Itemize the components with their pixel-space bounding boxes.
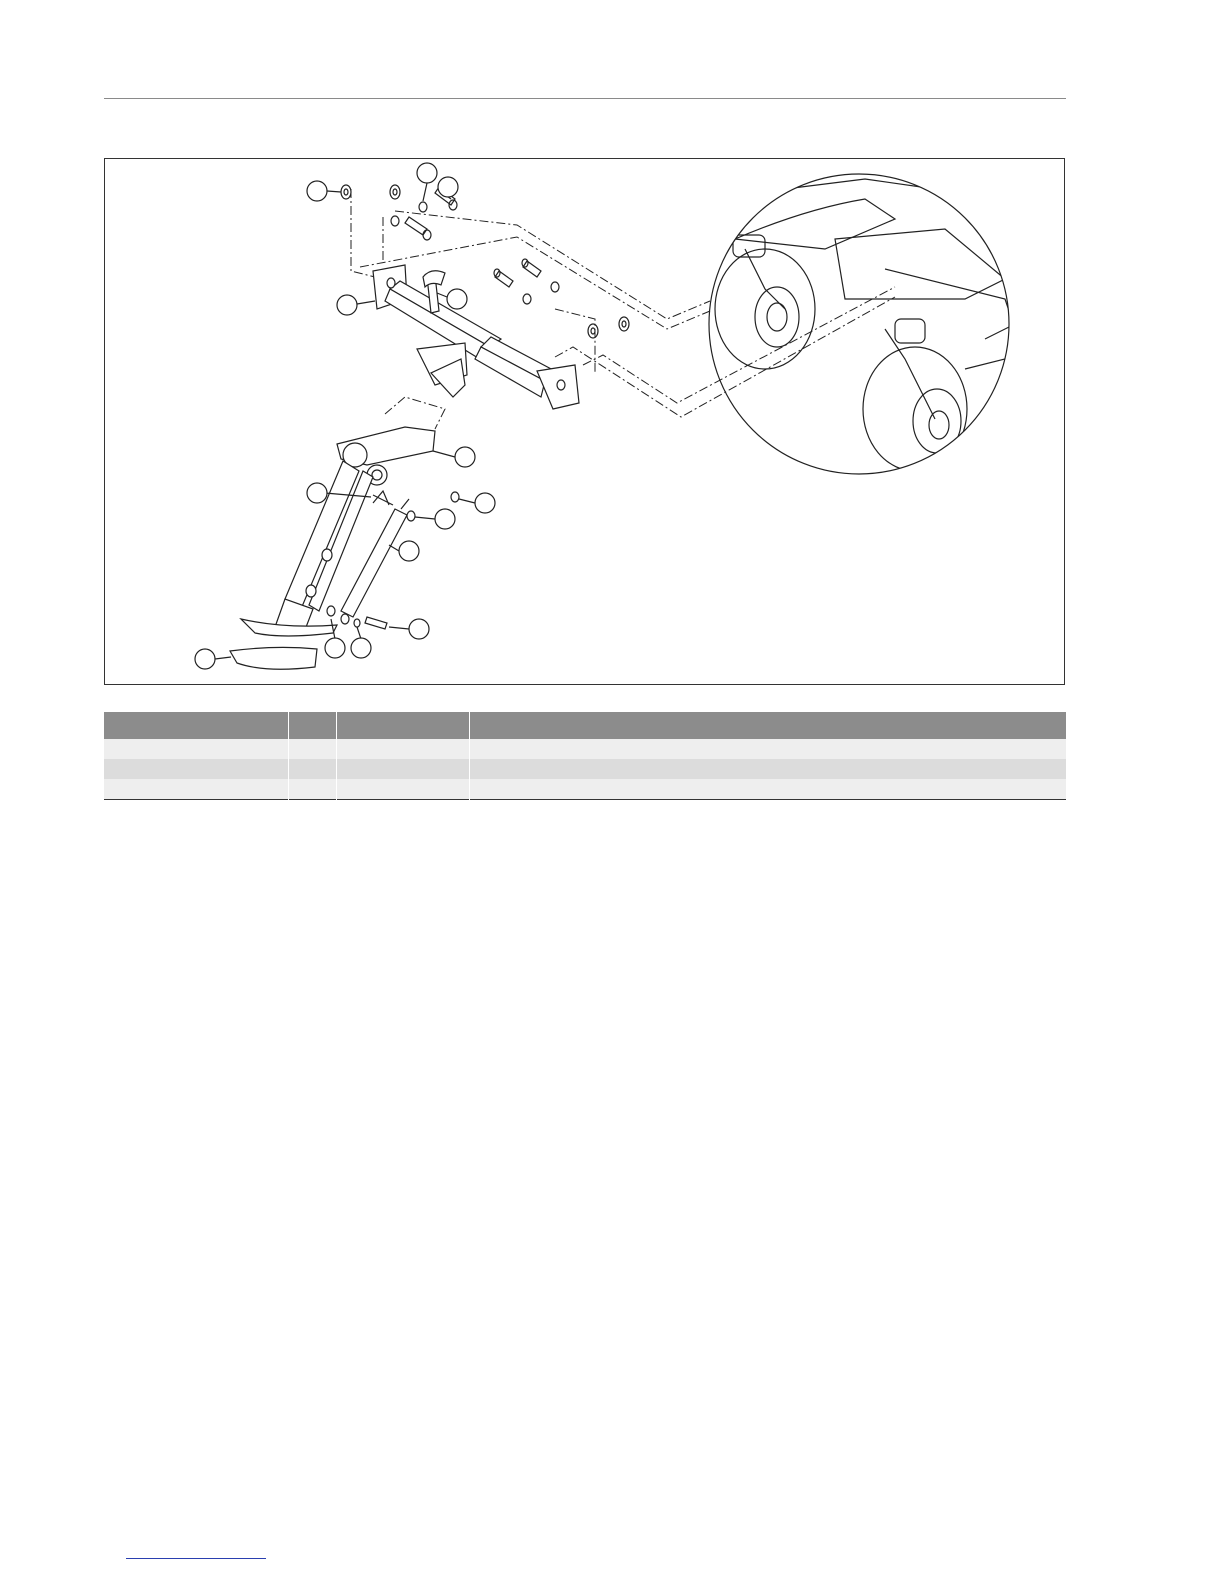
table-cell bbox=[104, 739, 289, 759]
callouts bbox=[195, 163, 495, 669]
table-cell bbox=[337, 779, 470, 800]
column-header bbox=[289, 712, 337, 739]
table-row bbox=[104, 779, 1066, 800]
parts-table-header bbox=[104, 712, 1066, 739]
table-cell bbox=[470, 759, 1067, 779]
detail-wheelchair bbox=[715, 179, 1065, 471]
table-cell bbox=[289, 739, 337, 759]
column-header bbox=[337, 712, 470, 739]
callout-bubble bbox=[307, 181, 327, 201]
table-cell bbox=[289, 759, 337, 779]
parts-table bbox=[104, 712, 1066, 800]
column-header bbox=[104, 712, 289, 739]
table-cell bbox=[104, 779, 289, 800]
crossbar bbox=[373, 265, 579, 409]
table-row bbox=[104, 739, 1066, 759]
hardware-top bbox=[341, 185, 629, 338]
exploded-view-drawing bbox=[105, 159, 1066, 686]
footer-link-underline[interactable] bbox=[126, 1558, 266, 1559]
assembly-line bbox=[395, 211, 710, 319]
exploded-view-figure bbox=[104, 158, 1065, 685]
table-cell bbox=[104, 759, 289, 779]
table-cell bbox=[337, 759, 470, 779]
column-header bbox=[470, 712, 1067, 739]
header-rule bbox=[104, 98, 1066, 99]
table-cell bbox=[337, 739, 470, 759]
table-row bbox=[104, 759, 1066, 779]
table-cell bbox=[470, 779, 1067, 800]
table-cell bbox=[289, 779, 337, 800]
table-cell bbox=[470, 739, 1067, 759]
